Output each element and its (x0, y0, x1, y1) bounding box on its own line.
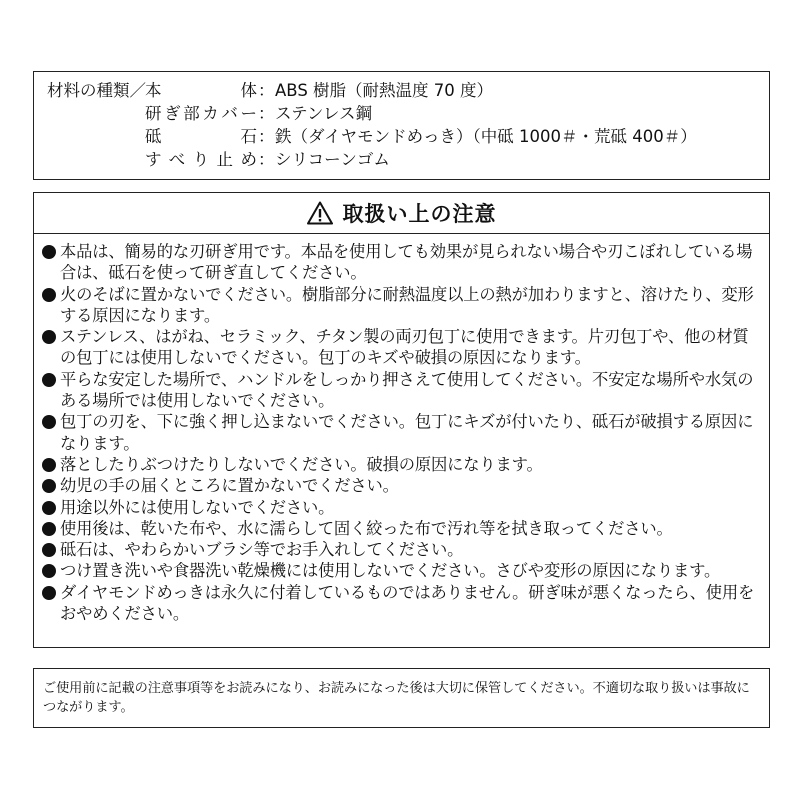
list-item (41, 518, 761, 539)
list-item-text: 用途以外には使用しないでください。 (60, 497, 335, 517)
list-item-text: ステンレス、はがね、セラミック、チタン製の両刃包丁に使用できます。片刃包丁や、他の材質の包丁には使用しないでください。包丁のキズや破損の原因になります。 (60, 327, 749, 368)
material-value: ABS 樹脂（耐熱温度 70 度） (275, 81, 494, 100)
list-item (41, 475, 761, 496)
precautions-section (33, 192, 770, 648)
list-item-text: 砥石は、やわらかいブラシ等でお手入れしてください。 (60, 540, 464, 560)
footer-notice (33, 668, 770, 728)
material-colon: ： (258, 150, 275, 169)
list-item (41, 560, 761, 581)
bullet-icon (42, 245, 56, 259)
warning-triangle-icon (307, 201, 333, 225)
material-label: 本 体 (145, 81, 257, 100)
material-value: シリコーンゴム (275, 150, 390, 169)
material-colon: ： (258, 81, 275, 100)
list-item (41, 284, 761, 327)
bullet-icon (42, 501, 56, 515)
bullet-icon (42, 373, 56, 387)
list-item (41, 369, 761, 412)
material-label: 砥 石 (145, 127, 257, 146)
bullet-icon (42, 330, 56, 344)
bullet-icon (42, 586, 56, 600)
list-item-text: 落としたりぶつけたりしないでください。破損の原因になります。 (60, 454, 543, 474)
list-item-text: ダイヤモンドめっきは永久に付着しているものではありません。研ぎ味が悪くなったら、使用をおやめください。 (60, 582, 755, 624)
footer-text: ご使用前に記載の注意事項等をお読みになり、お読みになった後は大切に保管してください。不適切な取り扱いは事故につながります。 (43, 681, 750, 715)
list-item (41, 411, 761, 454)
precautions-title: 取扱い上の注意 (342, 202, 497, 226)
material-value: 鉄（ダイヤモンドめっき）（中砥 1000＃・荒砥 400＃） (275, 127, 697, 146)
bullet-icon (42, 288, 56, 302)
materials-section (33, 71, 770, 180)
list-item (41, 539, 761, 560)
list-item-text: 幼児の手の届くところに置かないでください。 (60, 476, 399, 496)
bullet-icon (42, 522, 56, 536)
list-item-text: 使用後は、乾いた布や、水に濡らして固く絞った布で汚れ等を拭き取ってください。 (60, 518, 673, 538)
bullet-icon (42, 543, 56, 557)
bullet-icon (42, 479, 56, 493)
bullet-icon (42, 458, 56, 472)
materials-heading: 材料の種類／ (47, 81, 146, 100)
list-item (41, 326, 761, 369)
list-item (41, 582, 761, 625)
list-item (41, 497, 761, 518)
precautions-header (34, 193, 769, 234)
list-item-text: つけ置き洗いや食器洗い乾燥機には使用しないでください。さびや変形の原因になります。 (60, 561, 721, 581)
list-item-text: 火のそばに置かないでください。樹脂部分に耐熱温度以上の熱が加わりますと、溶けたり、変形する原因になります。 (60, 284, 754, 325)
list-item-text: 平らな安定した場所で、ハンドルをしっかり押さえて使用してください。不安定な場所や水気のある場所では使用しないでください。 (60, 369, 754, 411)
material-colon: ： (258, 127, 275, 146)
list-item-text: 本品は、簡易的な刃研ぎ用です。本品を使用しても効果が見られない場合や刃こぼれしている場合は、砥石を使って研ぎ直してください。 (60, 242, 753, 283)
material-label: 研ぎ部カバー (145, 104, 257, 123)
list-item (41, 454, 761, 475)
precautions-list (41, 241, 761, 624)
material-value: ステンレス鋼 (275, 104, 372, 123)
list-item-text: 包丁の刃を、下に強く押し込まないでください。包丁にキズが付いたり、砥石が破損する原因になります。 (60, 412, 754, 453)
bullet-icon (42, 415, 56, 429)
list-item (41, 241, 761, 284)
bullet-icon (42, 564, 56, 578)
material-label: すべり止め (145, 150, 257, 169)
material-colon: ： (258, 104, 275, 123)
